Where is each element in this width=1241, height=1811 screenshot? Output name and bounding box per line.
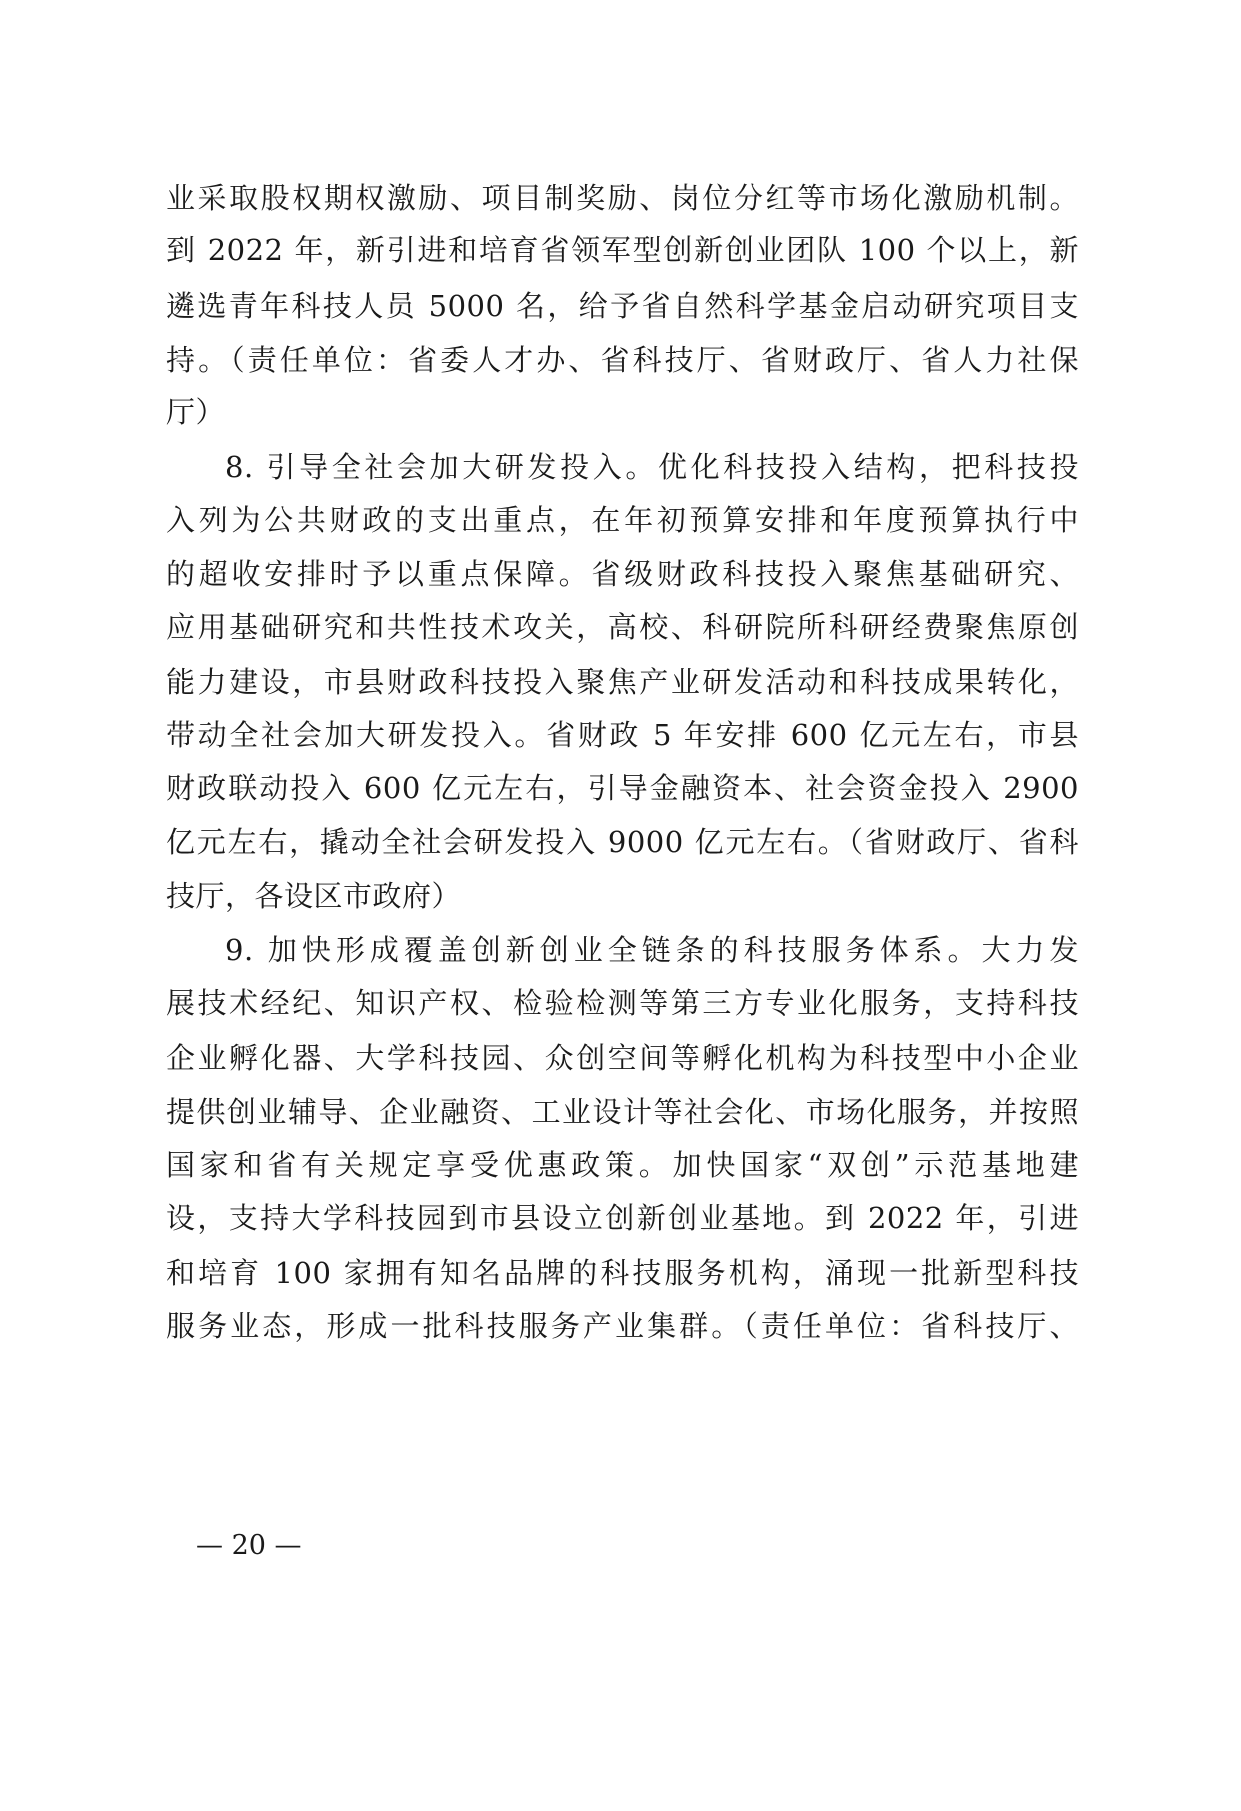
body-text-line: 技厅，各设区市政府） [166, 879, 462, 913]
item-heading-line: 8. 引导全社会加大研发投入。优化科技投入结构，把科技投 [225, 450, 1079, 484]
body-text-line: 展技术经纪、知识产权、检验检测等第三方专业化服务，支持科技 [166, 986, 1079, 1020]
body-text-line: 的超收安排时予以重点保障。省级财政科技投入聚焦基础研究、 [166, 557, 1079, 591]
body-text-line: 企业孵化器、大学科技园、众创空间等孵化机构为科技型中小企业 [166, 1041, 1079, 1075]
body-text-line: 带动全社会加大研发投入。省财政 5 年安排 600 亿元左右，市县 [166, 718, 1079, 752]
body-text-line: 能力建设，市县财政科技投入聚焦产业研发活动和科技成果转化， [166, 665, 1079, 699]
body-text-line: 遴选青年科技人员 5000 名，给予省自然科学基金启动研究项目支 [166, 289, 1079, 323]
body-text-line: 财政联动投入 600 亿元左右，引导金融资本、社会资金投入 2900 [166, 771, 1079, 805]
body-text-line: 持。（责任单位：省委人才办、省科技厅、省财政厅、省人力社保 [166, 343, 1079, 377]
body-text-line: 国家和省有关规定享受优惠政策。加快国家“双创”示范基地建 [166, 1148, 1079, 1182]
body-text-line: 业采取股权期权激励、项目制奖励、岗位分红等市场化激励机制。 [166, 181, 1079, 215]
body-text-line: 服务业态，形成一批科技服务产业集群。（责任单位：省科技厅、 [166, 1309, 1079, 1343]
page-number: — 20 — [196, 1530, 302, 1561]
body-text-line: 和培育 100 家拥有知名品牌的科技服务机构，涌现一批新型科技 [166, 1256, 1079, 1290]
body-text-line: 亿元左右，撬动全社会研发投入 9000 亿元左右。（省财政厅、省科 [166, 825, 1079, 859]
body-text-line: 提供创业辅导、企业融资、工业设计等社会化、市场化服务，并按照 [166, 1095, 1079, 1129]
body-text-line: 入列为公共财政的支出重点，在年初预算安排和年度预算执行中 [166, 503, 1079, 537]
body-text-line: 到 2022 年，新引进和培育省领军型创新创业团队 100 个以上，新 [166, 233, 1079, 267]
body-text-line: 应用基础研究和共性技术攻关，高校、科研院所科研经费聚焦原创 [166, 610, 1079, 644]
item-heading-line: 9. 加快形成覆盖创新创业全链条的科技服务体系。大力发 [225, 933, 1079, 967]
body-text-line: 厅） [166, 395, 226, 429]
body-text-line: 设，支持大学科技园到市县设立创新创业基地。到 2022 年，引进 [166, 1201, 1079, 1235]
